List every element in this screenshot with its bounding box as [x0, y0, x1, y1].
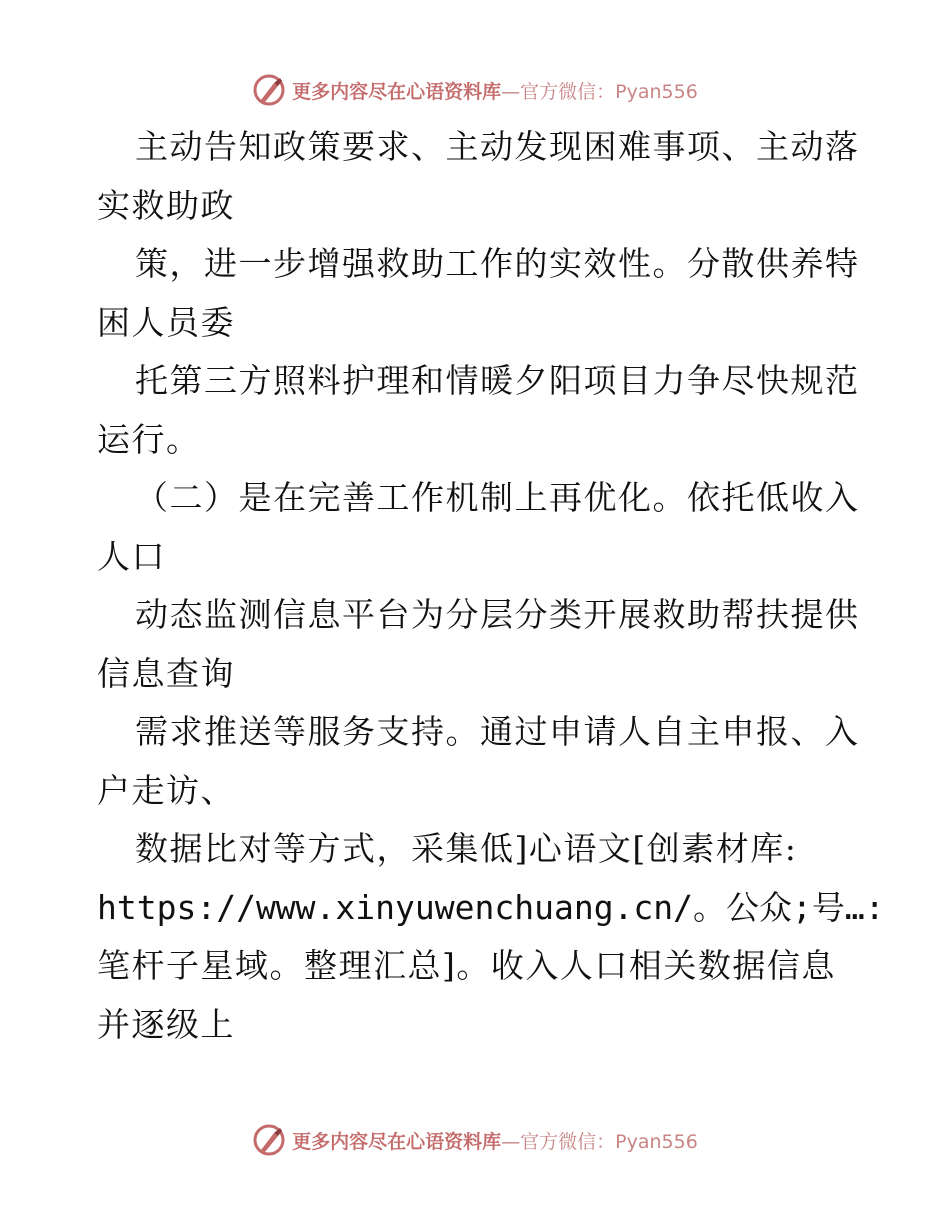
paragraph-line: 笔杆子星域。整理汇总]。收入人口相关数据信息: [97, 946, 836, 985]
watermark-separator: —: [501, 1130, 521, 1153]
paragraph-line: （二）是在完善工作机制上再优化。依托低收入: [135, 478, 860, 517]
paragraph-line-url: https://www.xinyuwenchuang.cn/。公众;号…:: [97, 887, 885, 927]
paragraph-line: 户走访、: [97, 770, 235, 810]
watermark-contact: 官方微信：Pyan556: [520, 80, 698, 103]
watermark-text: [292, 1127, 698, 1154]
paragraph-line: 人口: [97, 536, 166, 576]
paragraph-line: 运行。: [97, 419, 201, 459]
footer-watermark: [0, 1120, 950, 1160]
paragraph-line: 数据比对等方式，采集低]心语文[创素材库:: [135, 829, 798, 868]
watermark-contact: 官方微信：Pyan556: [520, 1130, 698, 1153]
paragraph-line: 实救助政: [97, 185, 235, 225]
watermark-text: [292, 77, 698, 104]
paragraph-line: 需求推送等服务支持。通过申请人自主申报、入: [135, 712, 860, 751]
quill-pen-logo-icon: [252, 73, 286, 107]
paragraph-line: 信息查询: [97, 653, 235, 693]
quill-pen-logo-icon: [252, 1123, 286, 1157]
paragraph-line: 动态监测信息平台为分层分类开展救助帮扶提供: [135, 595, 860, 634]
paragraph-line: 并逐级上: [97, 1004, 235, 1044]
watermark-brand: 更多内容尽在心语资料库: [292, 80, 502, 103]
header-watermark: [0, 70, 950, 110]
document-body: [97, 118, 885, 1054]
watermark-brand: 更多内容尽在心语资料库: [292, 1130, 502, 1153]
paragraph-line: 策，进一步增强救助工作的实效性。分散供养特: [135, 244, 860, 283]
paragraph-line: 主动告知政策要求、主动发现困难事项、主动落: [135, 127, 860, 166]
watermark-separator: —: [501, 80, 521, 103]
paragraph-line: 困人员委: [97, 302, 235, 342]
paragraph-line: 托第三方照料护理和情暖夕阳项目力争尽快规范: [135, 361, 860, 400]
